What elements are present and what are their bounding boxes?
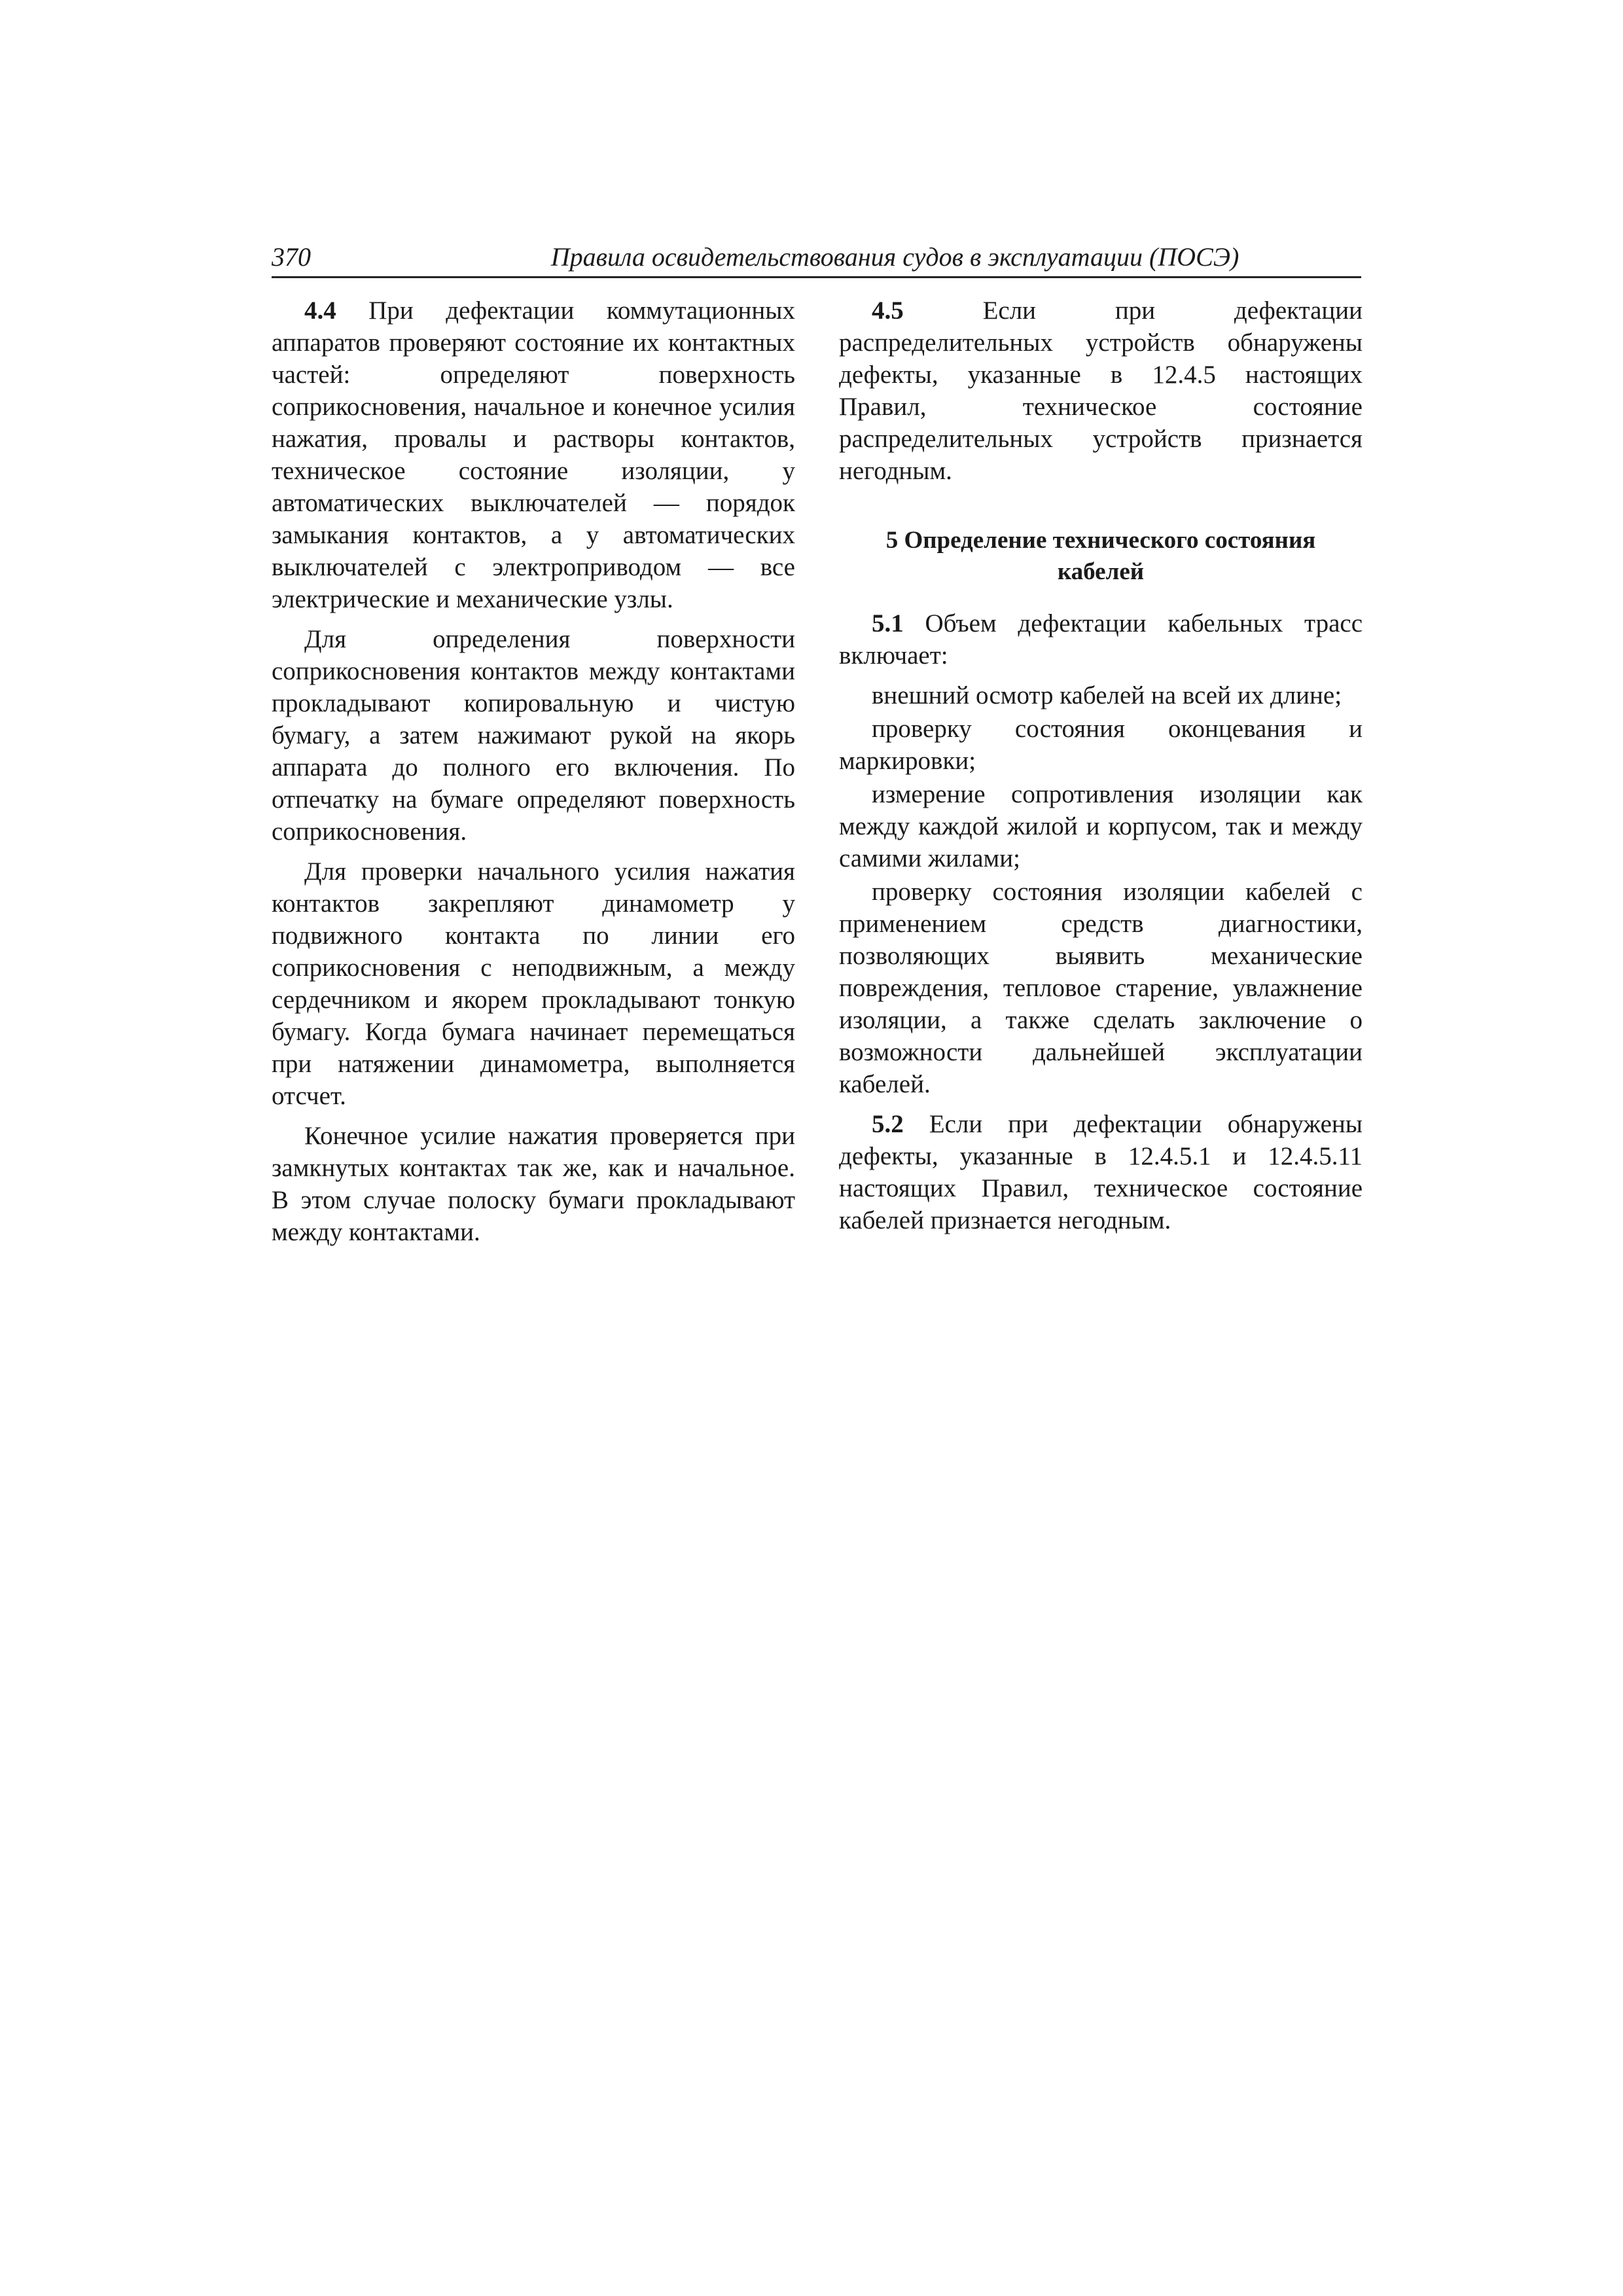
running-title: Правила освидетельствования судов в эксплуатации (ПОСЭ) — [550, 242, 1240, 272]
paragraph-number: 4.4 — [304, 296, 336, 325]
paragraph-number: 5.2 — [872, 1110, 904, 1138]
paragraph-4-5 — [839, 295, 1363, 487]
left-column — [272, 295, 795, 1256]
paragraph-contact-surface: Для определения поверхности соприкосновения контактов между контактами прокладывают копировальную и чистую бумагу, а затем нажимают рукой на якорь аппарата до полного его включения. По отпечатку на бумаге определяют поверхность соприкосновения. — [272, 625, 795, 846]
paragraph-initial-force: Для проверки начального усилия нажатия контактов закрепляют динамометр у подвижного контакта по линии его соприкосновения с неподвижным, а между сердечником и якорем прокладывают тонкую бумагу. Когда бумага начинает перемещаться при натяжении динамометра, выполняется отсчет. — [272, 857, 795, 1110]
section-heading-line: 5 Определение технического состояния — [885, 527, 1316, 554]
page-header — [272, 237, 1361, 278]
right-column — [839, 295, 1363, 1244]
paragraph-5-2 — [839, 1108, 1363, 1236]
paragraph-4-4 — [272, 295, 795, 615]
list-item: проверку состояния оконцевания и маркировки; — [839, 715, 1363, 775]
paragraph-text: Если при дефектации обнаружены дефекты, указанные в 12.4.5.1 и 12.4.5.11 настоящих Правил, техническое состояние кабелей признается негодным. — [839, 1110, 1363, 1234]
section-heading — [839, 525, 1363, 588]
list-item: внешний осмотр кабелей на всей их длине; — [872, 681, 1342, 709]
list-item: проверку состояния изоляции кабелей с применением средств диагностики, позволяющих выявить механические повреждения, тепловое старение, увлажнение изоляции, а также сделать заключение о возможности дальнейшей эксплуатации кабелей. — [839, 878, 1363, 1098]
section-heading-line: кабелей — [1057, 558, 1145, 585]
paragraph-text: Объем дефектации кабельных трасс включает: — [839, 609, 1363, 670]
list-item: измерение сопротивления изоляции как между каждой жилой и корпусом, так и между самими жилами; — [839, 780, 1363, 872]
paragraph-text: Если при дефектации распределительных устройств обнаружены дефекты, указанные в 12.4.5 настоящих Правил, техническое состояние распределительных устройств признается негодным. — [839, 296, 1363, 485]
paragraph-final-force: Конечное усилие нажатия проверяется при замкнутых контактах так же, как и начальное. В этом случае полоску бумаги прокладывают между контактами. — [272, 1122, 795, 1246]
paragraph-number: 5.1 — [872, 609, 904, 637]
paragraph-text: При дефектации коммутационных аппаратов проверяют состояние их контактных частей: определяют поверхность соприкосновения, начальное и конечное усилия нажатия, провалы и растворы контактов, техническое состояние изоляции, у автоматических выключателей — порядок замыкания контактов, а у автоматических выключателей с электроприводом — все электрические и механические узлы. — [272, 296, 795, 613]
paragraph-number: 4.5 — [872, 296, 904, 325]
paragraph-5-1 — [839, 607, 1363, 672]
page-number: 370 — [272, 242, 311, 272]
